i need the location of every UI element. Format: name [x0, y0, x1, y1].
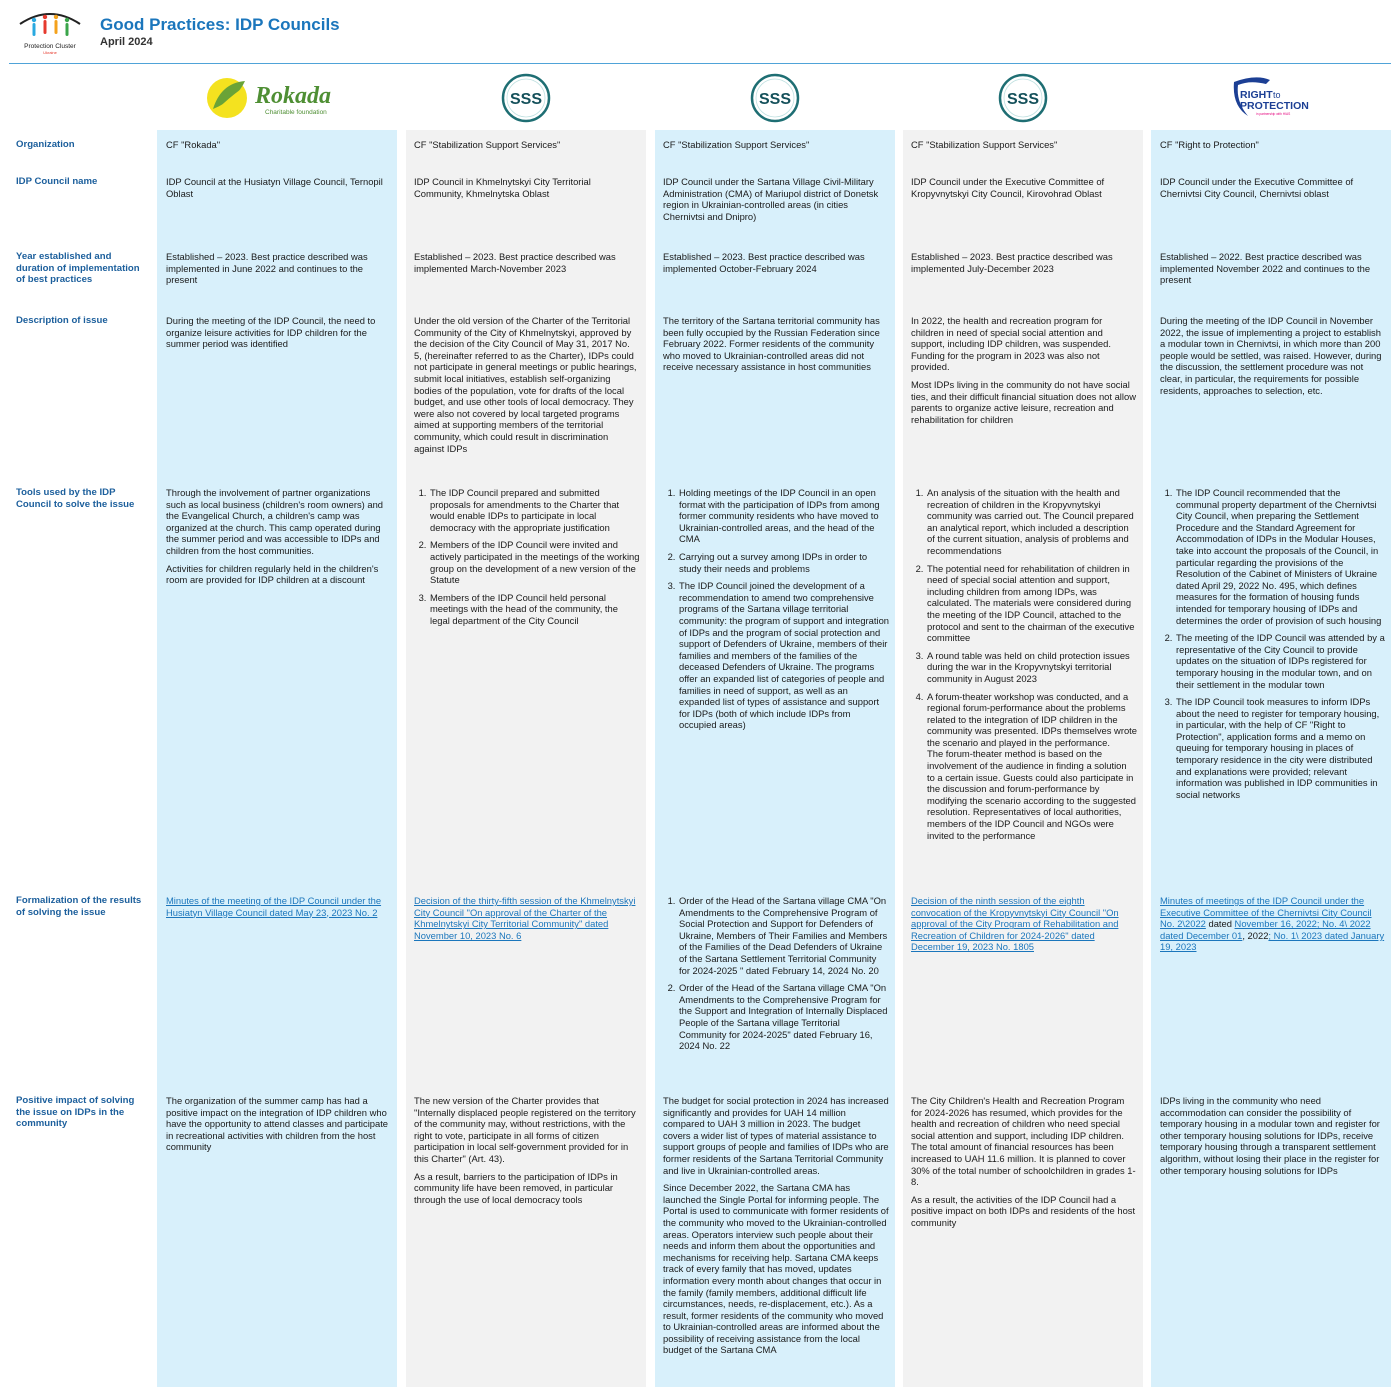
council-name-cell: IDP Council under the Executive Committee of Chernivtsi City Council, Chernivtsi oblast: [1160, 176, 1354, 199]
right-to-protection-logo: [1151, 70, 1391, 126]
row-label-year: Year established and duration of implementation of best practices: [16, 251, 140, 286]
issue-cell: [414, 315, 640, 454]
impact-paragraph: As a result, barriers to the participation of IDPs in community life have been removed, in particular through the use of local democracy tools: [414, 1170, 618, 1205]
sss-logo-icon: [750, 73, 800, 123]
tools-list: [911, 487, 1137, 841]
tools-list: [663, 487, 889, 731]
organization-cell: CF "Stabilization Support Services": [414, 139, 561, 150]
sss-logo: [903, 70, 1143, 126]
organization-cell: CF "Rokada": [166, 139, 221, 150]
council-name-cell: IDP Council in Khmelnytskyi City Territorial Community, Khmelnytska Oblast: [414, 176, 591, 199]
formalization-list: [663, 895, 889, 1052]
tools-cell: [911, 487, 1137, 847]
tools-cell: [166, 487, 392, 586]
impact-paragraph: The new version of the Charter provides that "Internally displaced people registered on the territory of the community may, without restrictions, with the right to vote, participate in all forms of citizen participation in local self-government provided for in this Charter" (Art. 43).: [414, 1095, 636, 1164]
header-divider: [9, 63, 1391, 64]
sss-logo: [655, 70, 895, 126]
tools-list: [1160, 487, 1386, 800]
impact-cell: [663, 1095, 889, 1356]
svg-text:Protection Cluster: Protection Cluster: [24, 43, 76, 50]
tools-cell: [1160, 487, 1386, 806]
formalization-text: , 2022: [1242, 929, 1269, 941]
formalization-list-item: 2. Order of the Head of the Sartana village CMA "On Amendments to the Comprehensive Program for the Support and Integration of Internally Displaced People of the Sartana village Territorial Community for 2024-2025" dated February 16, 2024 No. 22: [678, 982, 889, 1052]
tools-list-item: 2. The meeting of the IDP Council was attended by a representative of the City Council to provide updates on the situation of IDPs registered for temporary housing in the modular town, and on their settlement in the modular town: [1175, 632, 1386, 690]
impact-paragraph: IDPs living in the community who need accommodation can consider the possibility of temporary housing in a modular town and register for other temporary housing solutions for IDPs, receive temporary housing through a transparent settlement algorithm, without losing their place in the register for other temporary housing solutions for IDPs: [1160, 1095, 1380, 1176]
formalization-cell: [166, 895, 392, 918]
issue-cell: [166, 315, 392, 350]
formalization-cell: [911, 895, 1137, 953]
svg-text:SSS: SSS: [758, 91, 792, 108]
impact-paragraph: As a result, the activities of the IDP Council had a positive impact on both IDPs and residents of the host community: [911, 1193, 1136, 1228]
protection-cluster-logo-icon: [14, 8, 86, 58]
svg-text:PROTECTION: PROTECTION: [1240, 100, 1309, 112]
issue-paragraph: The territory of the Sartana territorial community has been fully occupied by the Russian Federation since February 2022. Former residents of the community who moved to Ukrainian-controlled areas did not receive necessary assistance in host communities: [663, 315, 880, 373]
tools-list-item: 3. Members of the IDP Council held personal meetings with the head of the community, the legal department of the City Council: [429, 592, 640, 627]
right-to-protection-logo-icon: [1226, 76, 1316, 120]
page-title: Good Practices: IDP Councils: [100, 15, 340, 34]
formalization-link[interactable]: Decision of the thirty-fifth session of the Khmelnytskyi City Council "On approval of the Charter of the Khmelnytskyi City Territorial Community" dated November 10, 2023 No. 6: [414, 895, 636, 941]
row-label-issue: Description of issue: [16, 315, 108, 326]
svg-text:in partnership with HIAS: in partnership with HIAS: [1256, 112, 1291, 116]
issue-cell: [1160, 315, 1386, 396]
formalization-cell: [414, 895, 640, 941]
tools-cell: [663, 487, 889, 737]
rokada-logo: [157, 70, 397, 126]
year-cell: Established – 2023. Best practice described was implemented October-February 2024: [663, 251, 865, 274]
tools-list-item: 2. Carrying out a survey among IDPs in order to study their needs and problems: [678, 551, 889, 574]
row-label-council-name: IDP Council name: [16, 176, 98, 187]
organization-cell: CF "Stabilization Support Services": [911, 139, 1058, 150]
impact-paragraph: The budget for social protection in 2024 has increased significantly and provides for UAH 14 million compared to UAH 3 million in 2023. The budget covers a wider list of types of material assistance to support groups of people and families of IDPs who are former residents of the Sartana Territorial Community and live in Ukrainian-controlled areas.: [663, 1095, 889, 1176]
svg-text:SSS: SSS: [509, 91, 543, 108]
formalization-text: dated: [1205, 918, 1235, 930]
formalization-link[interactable]: November 16, 2022; No. 4\ 2022 dated December 01: [1160, 918, 1371, 941]
svg-text:Rokada: Rokada: [255, 83, 332, 109]
impact-paragraph: Since December 2022, the Sartana CMA has launched the Single Portal for informing people. The Portal is used to communicate with former residents of the community who moved to the Ukrainian-controlled areas. Operators interview such people about their needs and inform them about the opportunities and mechanisms for receiving help. Sartana CMA keeps track of every family that has moved, updates information every month about changes that occur in the family (family members, additional difficult life circumstances, needs, re-displacement, etc.). As a result, former residents of the community who moved to Ukrainian-controlled areas are informed about the possibility of receiving assistance from the local budget of the Sartana CMA: [663, 1182, 889, 1356]
impact-cell: [1160, 1095, 1386, 1176]
svg-text:to: to: [1273, 90, 1281, 100]
tools-list-item: 1. An analysis of the situation with the health and recreation of children in the Kropyvnytskyi community was carried out. The Council prepared an analytical report, which included a description of the current situation, analysis of problems and recommendations: [926, 487, 1137, 557]
issue-paragraph: In 2022, the health and recreation program for children in need of special social attention and support, including IDP children, was suspended. Funding for the program in 2023 was also not provided.: [911, 315, 1111, 373]
issue-paragraph: Under the old version of the Charter of the Territorial Community of the City of Khmelnytskyi, approved by the decision of the City Council of May 31, 2017 No. 5, (hereinafter referred to as the Charter), IDPs could not participate in general meetings or public hearings, submit local initiatives, establish self-organizing bodies of the population, vote for drafts of the local budget, and use other tools of local democracy. They were also not covered by local targeted programs aimed at supporting members of the territorial community, which could result in discrimination against IDPs: [414, 315, 637, 454]
formalization-link[interactable]: Minutes of meetings of the IDP Council under the Executive Committee of the Chernivtsi City Council No. 2\2022: [1160, 895, 1372, 930]
rokada-logo-icon: [207, 73, 347, 123]
year-cell: Established – 2023. Best practice described was implemented in June 2022 and continues to the present: [166, 251, 368, 286]
row-label-tools: Tools used by the IDP Council to solve the issue: [16, 487, 135, 510]
impact-cell: [911, 1095, 1137, 1229]
sss-logo-icon: [998, 73, 1048, 123]
formalization-link[interactable]: ; No. 1\ 2023 dated January 19, 2023: [1160, 929, 1385, 953]
impact-paragraph: The organization of the summer camp has had a positive impact on the integration of IDP children who have the opportunity to attend classes and participate in recreational activities with children from the host community: [166, 1095, 389, 1153]
council-name-cell: IDP Council at the Husiatyn Village Council, Ternopil Oblast: [166, 176, 383, 199]
tools-list-item: 3. A round table was held on child protection issues during the war in the Kropyvnytskyi territorial community in August 2023: [926, 650, 1137, 685]
row-label-formalization: Formalization of the results of solving the issue: [16, 895, 142, 918]
row-label-impact: Positive impact of solving the issue on IDPs in the community: [16, 1095, 135, 1130]
tools-list-item-continued: The forum-theater method is based on the involvement of the audience in finding a solution to a certain issue. Guests could also participate in the discussion and forum-performance by modifying the scenario according to the suggested resolution. Representatives of local authorities, members of the IDP Council and NGOs were invited to the performance: [927, 748, 1136, 841]
tools-list-item-text: A forum-theater workshop was conducted, and a regional forum-performance about the problems related to the integration of IDP children in the community was presented. IDPs themselves wrote the scenario and played in the performance.: [927, 690, 1137, 748]
formalization-list-item: 1. Order of the Head of the Sartana village CMA "On Amendments to the Comprehensive Program of Social Protection and Support for Defenders of Ukraine, Members of Their Families and Members of the Families of the Dead Defenders of Ukraine of the Sartana Settlement Territorial Community for 2024-2025 " dated February 14, 2024 No. 20: [678, 895, 889, 976]
sss-logo: [406, 70, 646, 126]
formalization-cell: [663, 895, 889, 1058]
page-date: April 2024: [100, 36, 153, 48]
impact-paragraph: The City Children's Health and Recreation Program for 2024-2026 has resumed, which provides for the health and recreation of children who need special social attention and support, including IDP children. The total amount of financial resources has been increased to UAH 11.6 million. It is planned to cover 30% of the total number of schoolchildren in grades 1-8.: [911, 1095, 1136, 1188]
issue-paragraph: During the meeting of the IDP Council, the need to organize leisure activities for IDP children for the summer period was identified: [166, 315, 376, 350]
tools-list-item: 2. Members of the IDP Council were invited and actively participated in the meetings of the working group on the development of a new version of the Statute: [429, 539, 640, 585]
council-name-cell: IDP Council under the Executive Committee of Kropyvnytskyi City Council, Kirovohrad Oblast: [911, 176, 1105, 199]
issue-paragraph: Most IDPs living in the community do not have social ties, and their difficult financial situation does not allow parents to organize active leisure, recreation and rehabilitation for children: [911, 378, 1136, 425]
impact-cell: [166, 1095, 392, 1153]
formalization-link[interactable]: Decision of the ninth session of the eighth convocation of the Kropyvnytskyi City Council "On approval of the City Program of Rehabilitation and Recreation of Children for 2024-2026" dated December 19, 2023 No. 1805: [911, 895, 1119, 953]
tools-paragraph: Through the involvement of partner organizations such as local business (children's room owners) and the Evangelical Church, a children's camp was organized at the church. This camp operated during the summer period and was accessible to IDPs and children from the host communities.: [166, 487, 383, 556]
tools-list-item: 3. The IDP Council took measures to inform IDPs about the need to register for temporary housing, in particular, with the help of CF "Right to Protection", application forms and a memo on queuing for temporary housing in places of temporary residence in the city were distributed and explanations were provided; relevant information was published in IDP communities in social networks: [1175, 696, 1386, 800]
impact-cell: [414, 1095, 640, 1205]
tools-list: [414, 487, 640, 627]
year-cell: Established – 2022. Best practice described was implemented November 2022 and continues to the present: [1160, 251, 1371, 286]
tools-list-item: 3. The IDP Council joined the development of a recommendation to amend two comprehensive programs of the Sartana village territorial community: the program of support and integration of IDPs and the program of social protection and support of Defenders of Ukraine, members of their families and members of the families of the deceased Defenders of Ukraine. The programs offer an expanded list of categories of people and families in need of support, as well as an expanded list of types of assistance and support for IDPs (both of which include IDPs from occupied areas): [678, 580, 889, 731]
tools-list-item: 2. The potential need for rehabilitation of children in need of special social attention and support, including children from among IDPs, was calculated. The materials were considered during the meeting of the IDP Council, attached to the protocol and sent to the chairman of the executive committee: [926, 563, 1137, 644]
issue-paragraph: During the meeting of the IDP Council in November 2022, the issue of implementing a project to establish a modular town in Chernivtsi, in which more than 200 people would be settled, was raised. However, during the discussion, the settlement procedure was not clear, in particular, the requirements for possible residents, approaches to selection, etc.: [1160, 315, 1382, 396]
tools-cell: [414, 487, 640, 633]
formalization-cell: [1160, 895, 1386, 953]
council-name-cell: IDP Council under the Sartana Village Civil-Military Administration (CMA) of Mariupol district of Donetsk region in Ukrainian-controlled areas (in cities Chernivtsi and Dnipro): [663, 176, 879, 222]
issue-cell: [911, 315, 1137, 425]
issue-cell: [663, 315, 889, 373]
tools-list-item: 1. Holding meetings of the IDP Council in an open format with the participation of IDPs from among former community residents who have moved to Ukrainian-controlled areas, and the head of the CMA: [678, 487, 889, 545]
svg-text:SSS: SSS: [1006, 91, 1040, 108]
organization-cell: CF "Right to Protection": [1160, 139, 1259, 150]
svg-text:RIGHT: RIGHT: [1240, 89, 1273, 101]
sss-logo-icon: [501, 73, 551, 123]
tools-list-item: 1. The IDP Council prepared and submitted proposals for amendments to the Charter that would enable IDPs to participate in local democracy with the appropriate justification: [429, 487, 640, 533]
formalization-link[interactable]: Minutes of the meeting of the IDP Council under the Husiatyn Village Council dated May 23, 2023 No. 2: [166, 895, 382, 918]
year-cell: Established – 2023. Best practice described was implemented March-November 2023: [414, 251, 616, 274]
svg-text:Charitable foundation: Charitable foundation: [265, 109, 327, 116]
page-header: [0, 0, 1400, 64]
svg-text:Ukraine: Ukraine: [43, 50, 57, 55]
tools-list-item: [926, 691, 1137, 842]
row-label-organization: Organization: [16, 139, 75, 150]
year-cell: Established – 2023. Best practice described was implemented July-December 2023: [911, 251, 1113, 274]
tools-paragraph: Activities for children regularly held in the children's room are provided for IDP children at a discount: [166, 562, 379, 586]
tools-list-item: 1. The IDP Council recommended that the communal property department of the Chernivtsi City Council, when preparing the Settlement Procedure and the Standard Agreement for Accommodation of IDPs in the Modular Houses, take into account the proposals of the Council, in particular regarding the provisions of the Resolution of the Cabinet of Ministers of Ukraine dated April 29, 2022 No. 495, which defines measures for the formation of housing funds intended for temporary housing of IDPs and determines the order of provision of such housing: [1175, 487, 1386, 626]
organization-cell: CF "Stabilization Support Services": [663, 139, 810, 150]
